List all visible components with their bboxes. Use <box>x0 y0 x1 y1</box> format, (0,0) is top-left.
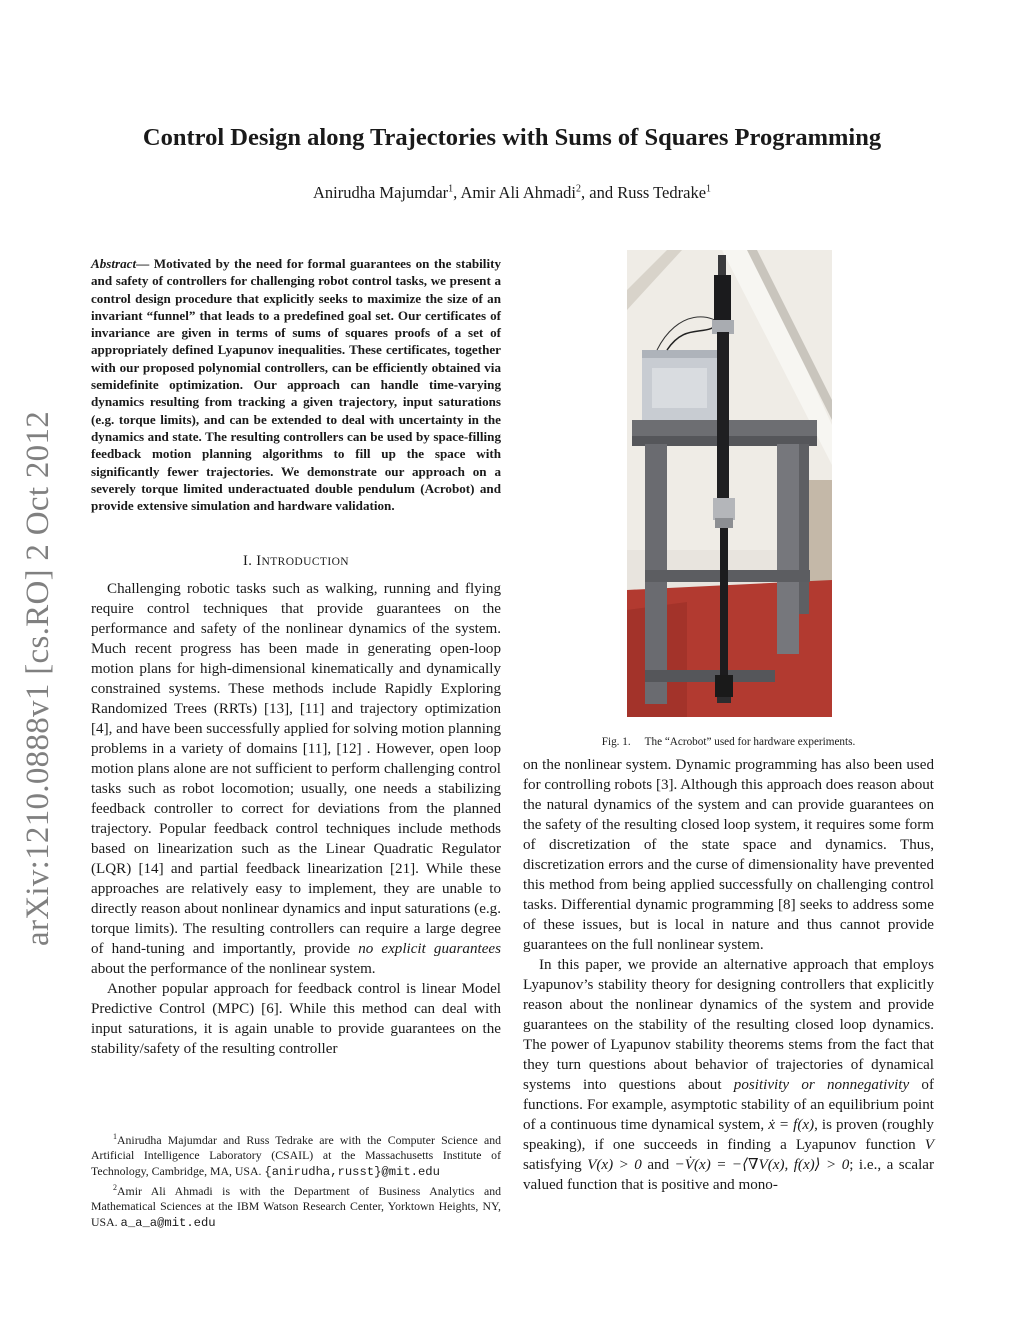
footnote-email: a_a_a@mit.edu <box>120 1215 216 1230</box>
section-heading-introduction: I. INTRODUCTION <box>243 553 349 569</box>
author-affiliation-mark: 1 <box>448 183 454 195</box>
author-affiliation-mark: 2 <box>576 183 581 195</box>
right-column-body <box>523 755 934 1195</box>
left-column-body <box>91 579 501 1059</box>
paragraph: on the nonlinear system. Dynamic programming has also been used for controlling robots [3]. Although this approach does reason about the natural dynamics of the system and can provide guarantees on the safety of the resulting closed loop system, it requires some form of discretization of the state space and dynamics. Thus, discretization errors and the curse of dimensionality have prevented this method from being applied successfully on challenging control tasks. Differential dynamic programming [8] seeks to address some of these issues, but is local in nature and thus cannot provide guarantees on the full nonlinear system. <box>523 757 934 953</box>
abstract-text: Motivated by the need for formal guarantees on the stability and safety of controllers for challenging robot control tasks, we present a control design procedure that explicitly seeks to maximize the size of an invariant “funnel” that leads to a predefined goal set. Our certificates of invariance are given in terms of sums of squares proofs of a set of appropriately defined Lyapunov inequalities. These certificates, together with our proposed polynomial controllers, can be efficiently obtained via semidefinite optimization. Our approach can handle time-varying dynamics resulting from tracking a given trajectory, input saturations (e.g. torque limits), and can be extended to deal with uncertainty in the dynamics and state. The resulting controllers can be used by space-filling feedback motion planning algorithms to fill up the space with significantly fewer trajectories. We demonstrate our approach on a severely torque limited underactuated double pendulum (Acrobot) and provide extensive simulation and hardware validation. <box>91 256 501 514</box>
author-list: Anirudha Majumdar$^1$, Amir Ali Ahmadi$^2$, and Russ Tedrake$^1$ <box>312 183 712 202</box>
footnote-2: $^2$Amir Ali Ahmadi is with the Department of Business Analytics and Mathematical Sciences at the IBM Watson Research Center, Yorktown Heights, NY, USA. a_a_a@mit.edu <box>91 1183 501 1230</box>
paragraph: Another popular approach for feedback control is linear Model Predictive Control (MPC) [6]. While this method can deal with input saturations, it is again unable to provide guarantees on the stability/safety of the resulting controller <box>91 981 501 1057</box>
author-affiliation-mark: 1 <box>706 183 712 195</box>
acrobot-photo <box>627 250 832 717</box>
paragraph: In this paper, we provide an alternative approach that employs Lyapunov’s stability theory for designing controllers that explicitly reason about the nonlinear dynamics of the system and provide guarantees on the stability of the resulting closed loop dynamics. The power of Lyapunov stability theorems stems from the fact that they turn questions about behavior of trajectories of dynamical systems into questions about positivity or nonnegativity of functions. For example, asymptotic stability of an equilibrium point of a continuous time dynamical system, ẋ = f(x), is proven (roughly speaking), if one succeeds in finding a Lyapunov function V satisfying V(x) > 0 and −V̇(x) = −⟨∇V(x), f(x)⟩ > 0; i.e., a scalar valued function that is positive and mono- <box>523 957 934 1193</box>
arxiv-identifier: arXiv:1210.0888v1 [cs.RO] 2 Oct 2012 <box>20 410 56 946</box>
footnotes <box>91 1129 501 1231</box>
footnote-1: $^1$Anirudha Majumdar and Russ Tedrake are with the Computer Science and Artificial Intelligence Laboratory (CSAIL) at the Massachusetts Institute of Technology, Cambridge, MA, USA. {anirudha,russt}@mit.edu <box>91 1132 501 1179</box>
figure-caption-text: The “Acrobot” used for hardware experiments. <box>644 736 856 748</box>
figure-caption <box>523 736 934 748</box>
author-name: Anirudha Majumdar <box>312 183 449 202</box>
equation-inline: ẋ = f(x) <box>768 1117 815 1133</box>
author-name: Russ Tedrake <box>617 183 707 202</box>
abstract: Abstract— Motivated by the need for formal guarantees on the stability and safety of controllers for challenging robot control tasks, we present a control design procedure that explicitly seeks to maximize the size of an invariant “funnel” that leads to a predefined goal set. Our certificates of invariance are given in terms of sums of squares proofs of a set of appropriately defined Lyapunov inequalities. These certificates, together with our proposed polynomial controllers, can be efficiently obtained via semidefinite optimization. Our approach can handle time-varying dynamics resulting from tracking a given trajectory, input saturations (e.g. torque limits), and can be extended to deal with uncertainty in the dynamics and state. The resulting controllers can be used by space-filling feedback motion planning algorithms to fill up the space with significantly fewer trajectories. We demonstrate our approach on a severely torque limited underactuated double pendulum (Acrobot) and provide extensive simulation and hardware validation. <box>91 256 501 514</box>
equation-inline: −V̇(x) = −⟨∇V(x), f(x)⟩ > 0 <box>674 1157 850 1173</box>
abstract-label: Abstract <box>91 256 137 271</box>
equation-inline: V(x) > 0 <box>587 1157 642 1173</box>
author-name: Amir Ali Ahmadi <box>460 183 576 202</box>
paper-title: Control Design along Trajectories with Sums of Squares Programming <box>142 124 882 151</box>
footnote-email: {anirudha,russt}@mit.edu <box>264 1164 440 1179</box>
paragraph: Challenging robotic tasks such as walking, running and flying require control techniques that provide guarantees on the performance and safety of the nonlinear dynamics of the system. Much recent progress has been made in generating open-loop motion plans for high-dimensional kinematically and dynamically constrained systems. These methods include Rapidly Exploring Randomized Trees (RRTs) [13], [11] and trajectory optimization [4], and have been successfully applied for solving motion planning problems in a variety of domains [11], [12] . However, open loop motion plans alone are not sufficient to perform challenging control tasks such as robot locomotion; usually, one needs a stabilizing feedback controller to correct for deviations from the planned trajectory. Popular feedback control techniques include methods based on linearization such as the Linear Quadratic Regulator (LQR) [14] and partial feedback linearization [21]. While these approaches are relatively easy to implement, they are unable to directly reason about nonlinear dynamics and input saturations (e.g. torque limits). The resulting controllers can require a large degree of hand-tuning and importantly, provide no explicit guarantees about the performance of the nonlinear system. <box>91 581 501 977</box>
figure-label: Fig. 1. <box>601 736 631 748</box>
